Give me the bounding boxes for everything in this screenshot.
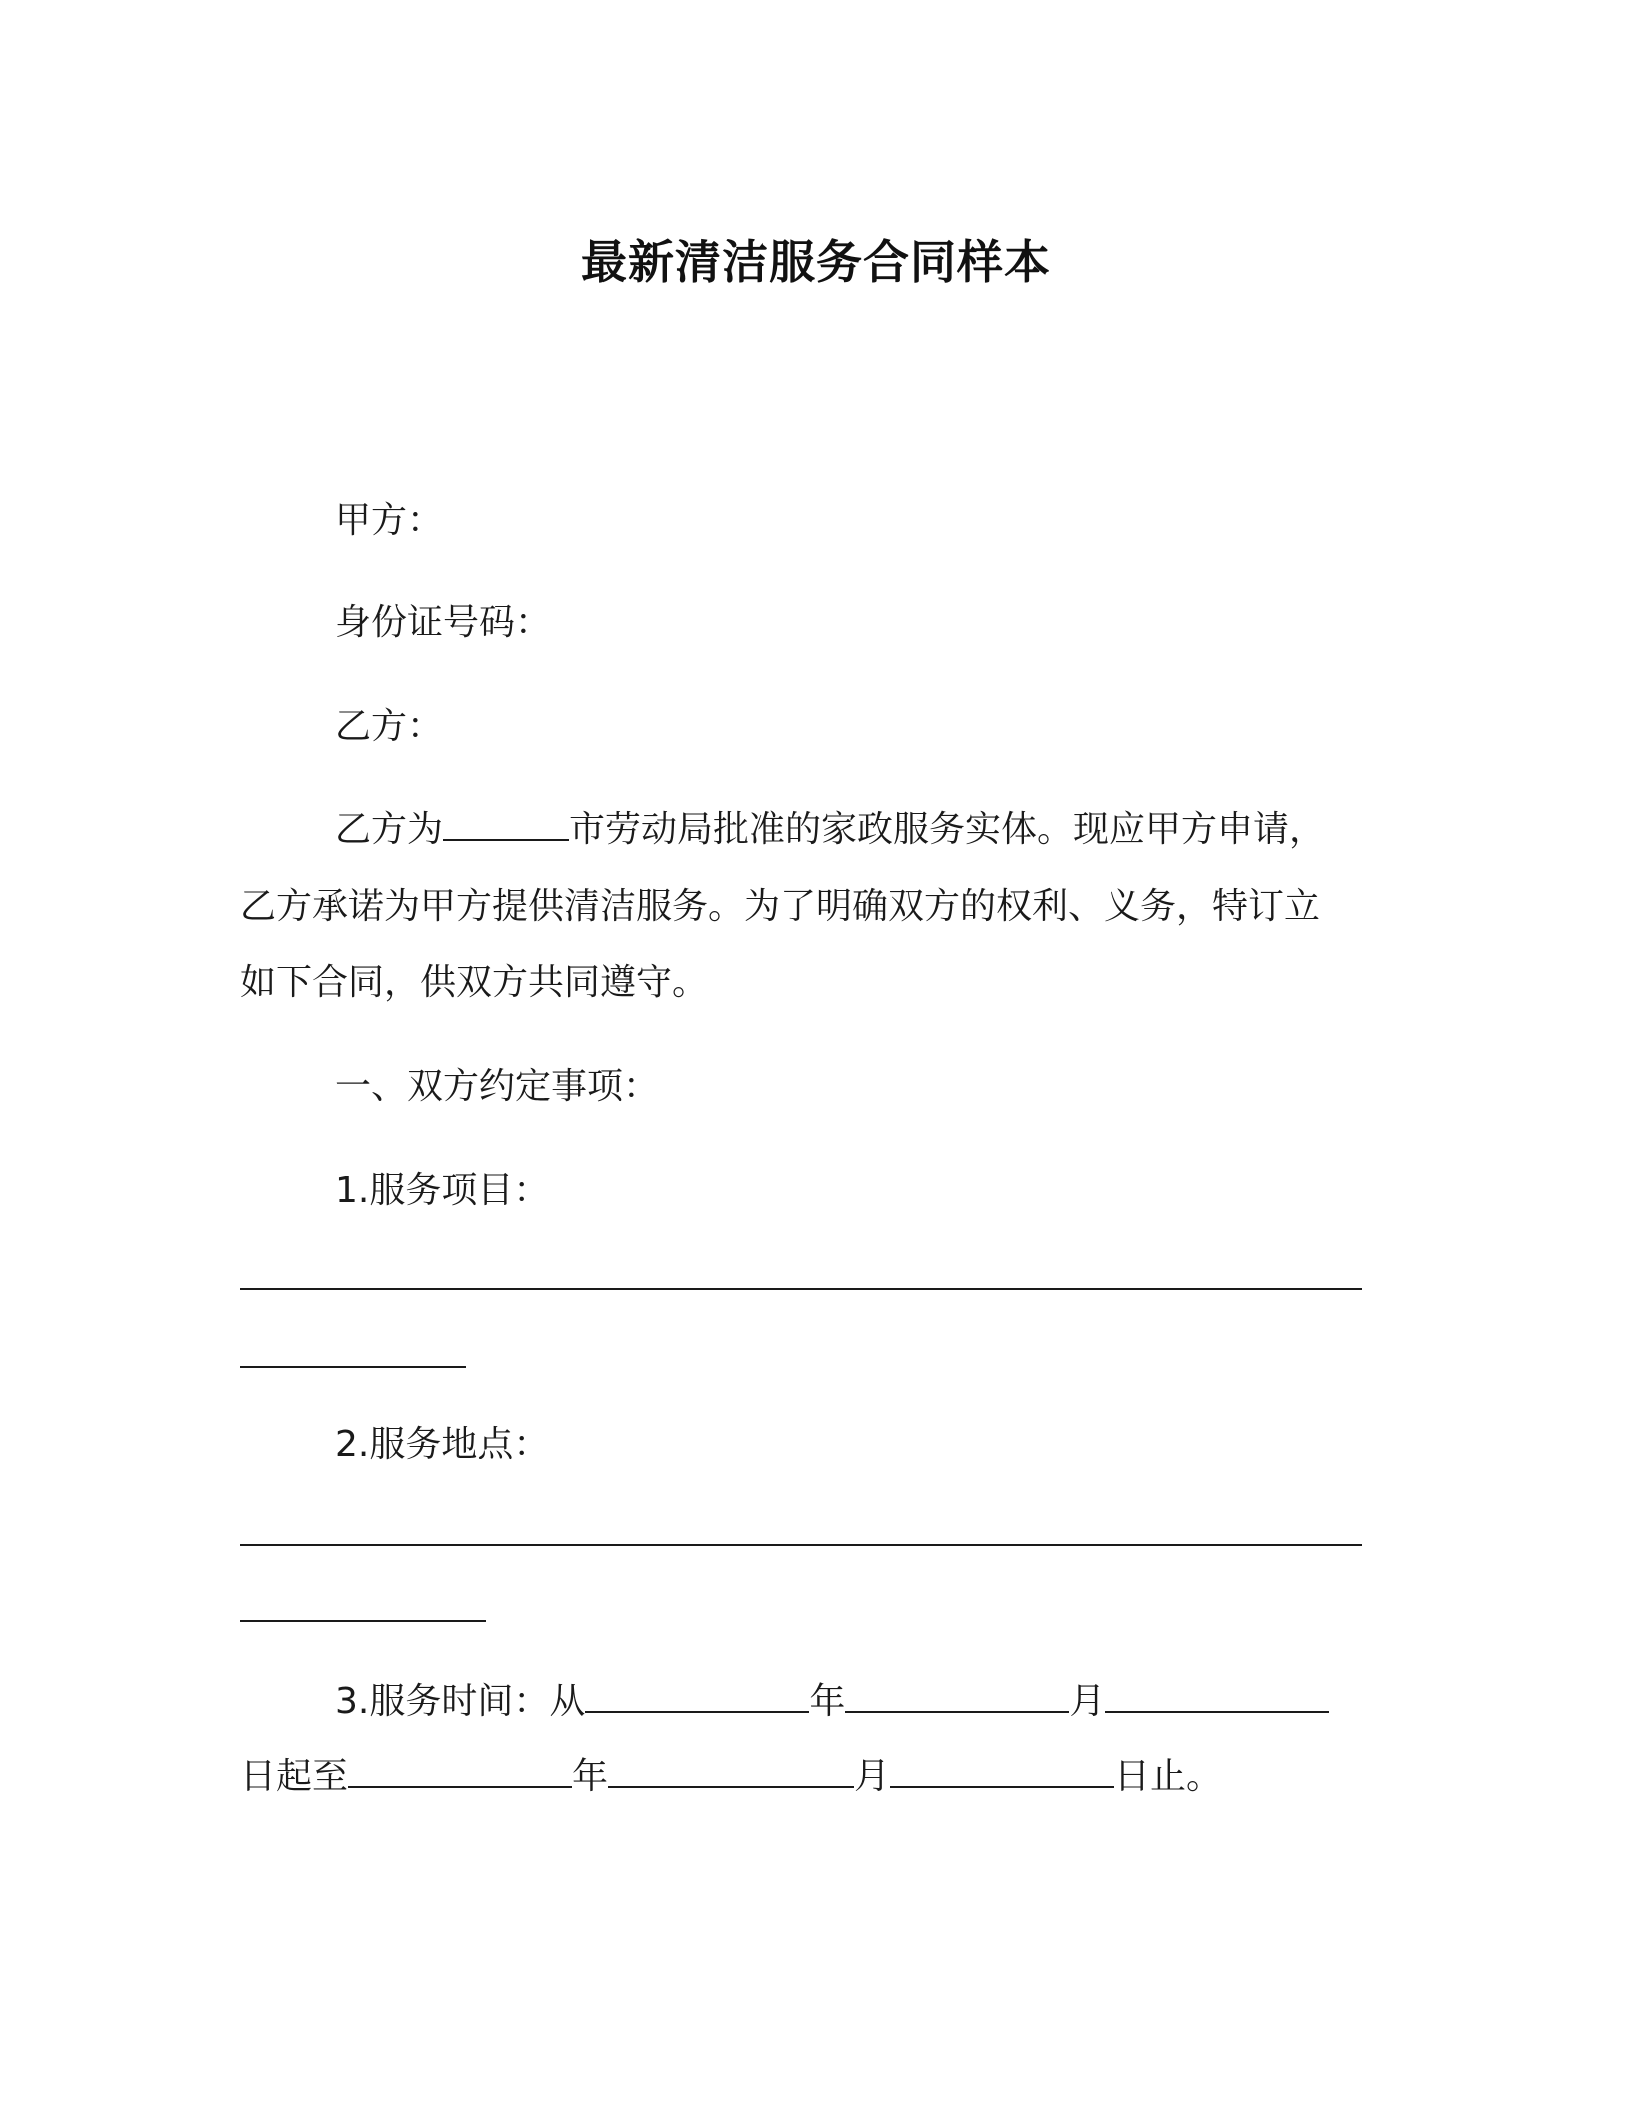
intro-start-text: 乙方为 (335, 809, 444, 850)
start-year-blank[interactable] (585, 1681, 809, 1713)
year-text: 年 (809, 1681, 846, 1722)
start-month-blank[interactable] (845, 1681, 1069, 1713)
item3-line-2 (240, 1752, 1400, 1802)
start-day-blank[interactable] (1105, 1681, 1329, 1713)
year2-text: 年 (572, 1756, 609, 1797)
month-text: 月 (1069, 1681, 1106, 1722)
day-start-text: 日起至 (240, 1756, 349, 1797)
item2-label: 2.服务地点： (335, 1424, 550, 1465)
party-a-label: 甲方： (335, 500, 444, 541)
month2-text: 月 (854, 1756, 891, 1797)
item1-blank-line-2[interactable] (240, 1366, 466, 1368)
item1-label: 1.服务项目： (335, 1170, 550, 1211)
intro-end-text: 市劳动局批准的家政服务实体。现应甲方申请， (569, 809, 1326, 850)
item2-blank-line-2[interactable] (240, 1620, 486, 1622)
item3-line-1 (335, 1677, 1495, 1727)
intro-line-1 (335, 805, 1495, 855)
item1-blank-line-1[interactable] (240, 1288, 1362, 1290)
section1-heading: 一、双方约定事项： (335, 1066, 660, 1107)
day-end-text: 日止。 (1114, 1756, 1223, 1797)
end-year-blank[interactable] (348, 1756, 572, 1788)
end-month-blank[interactable] (608, 1756, 854, 1788)
item2-blank-line-1[interactable] (240, 1544, 1362, 1546)
intro-line-2: 乙方承诺为甲方提供清洁服务。为了明确双方的权利、义务，特订立 (240, 886, 1321, 927)
document-title: 最新清洁服务合同样本 (581, 235, 1051, 289)
id-number-label: 身份证号码： (335, 602, 552, 643)
end-day-blank[interactable] (890, 1756, 1114, 1788)
intro-line-3: 如下合同，供双方共同遵守。 (240, 962, 709, 1003)
city-blank[interactable] (443, 809, 569, 841)
item3-label: 3.服务时间：从 (335, 1681, 586, 1722)
party-b-label: 乙方： (335, 706, 444, 747)
